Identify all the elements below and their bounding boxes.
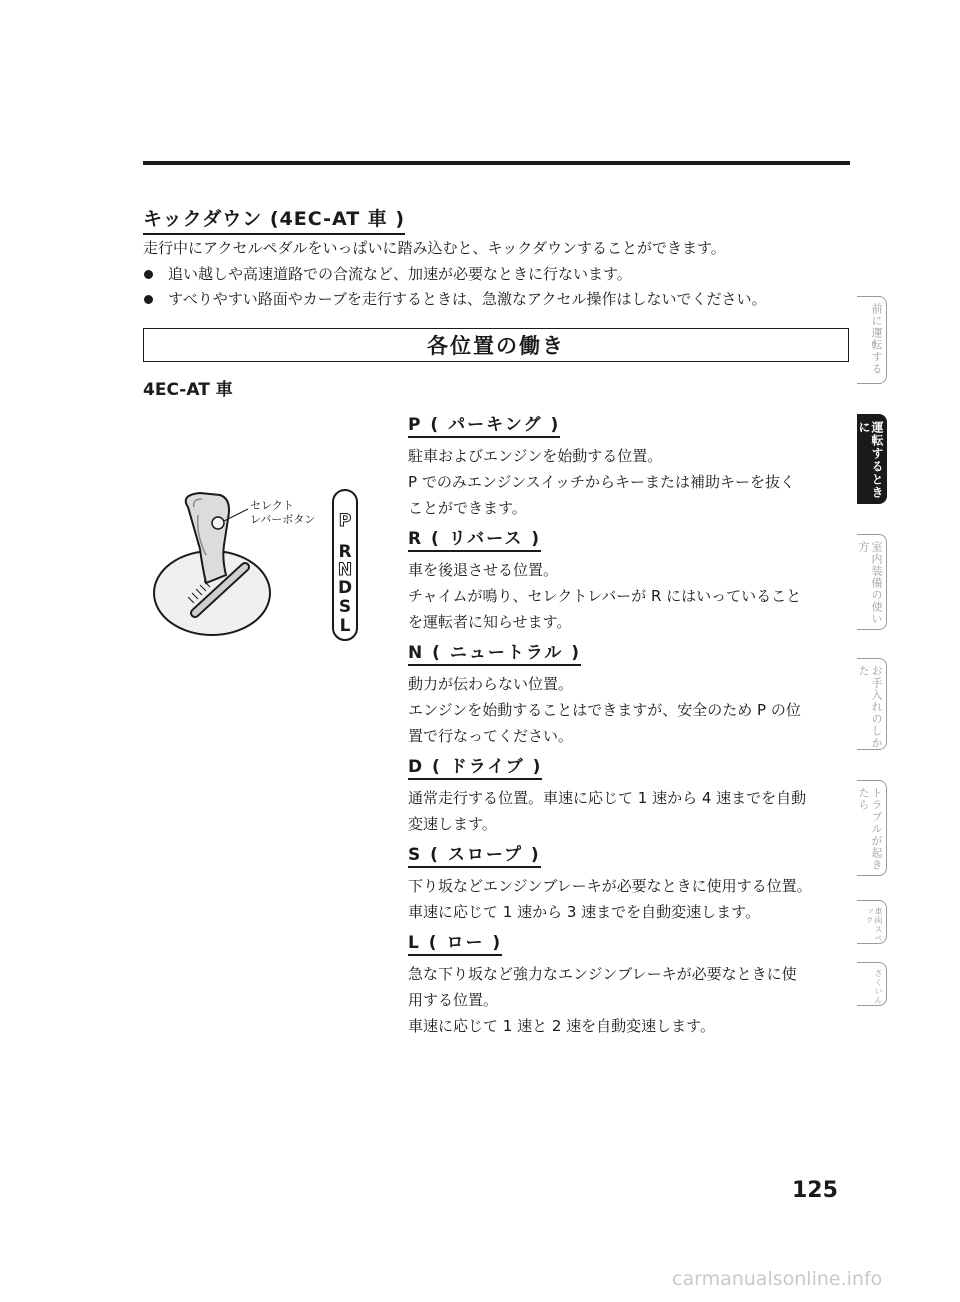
position-text: 通常走行する位置。車速に応じて 1 速から 4 速までを自動 (408, 789, 807, 807)
chapter-tab[interactable] (857, 658, 887, 750)
position-n (408, 638, 853, 749)
position-text: P でのみエンジンスイッチからキーまたは補助キーを抜く (408, 473, 796, 491)
section-title-box (143, 328, 849, 362)
callout-label-line2: レバーボタン (250, 513, 316, 526)
position-l (408, 928, 853, 1039)
gear-letter-r: R (338, 542, 352, 562)
position-text: 変速します。 (408, 815, 497, 833)
position-text: 車を後退させる位置。 (408, 561, 559, 579)
kickdown-bullet-list (143, 262, 767, 312)
position-text: 駐車およびエンジンを始動する位置。 (408, 447, 663, 465)
gear-letter-s: S (338, 597, 352, 617)
position-text: 下り坂などエンジンブレーキが必要なときに使用する位置。 (408, 877, 812, 895)
chapter-tab-label: お手入れのしかた (857, 665, 883, 749)
section-title: 各位置の働き (427, 334, 565, 358)
kickdown-bullet: 追い越しや高速道路での合流など、加速が必要なときに行ないます。 (143, 262, 767, 287)
kickdown-intro: 走行中にアクセルペダルをいっぱいに踏み込むと、キックダウンすることができます。 (143, 239, 726, 257)
select-lever-illustration (150, 485, 365, 645)
position-title: L ( ロー ) (408, 928, 502, 956)
chapter-tab[interactable] (857, 962, 887, 1006)
gear-letter-n: N (337, 560, 353, 580)
position-text: ことができます。 (408, 499, 527, 517)
position-title: D ( ドライブ ) (408, 752, 542, 780)
position-text: 車速に応じて 1 速から 3 速までを自動変速します。 (408, 903, 760, 921)
chapter-tab[interactable] (857, 534, 887, 630)
position-text: チャイムが鳴り、セレクトレバーが R にはいっていること (408, 587, 802, 605)
chapter-tab-active[interactable] (857, 414, 887, 504)
kickdown-bullet: すべりやすい路面やカーブを走行するときは、急激なアクセル操作はしないでください。 (143, 287, 767, 312)
position-s (408, 840, 853, 925)
position-r (408, 524, 853, 635)
model-heading: 4EC-AT 車 (143, 380, 233, 400)
chapter-tab-label: さくいん (874, 969, 883, 1005)
chapter-tab[interactable] (857, 296, 887, 384)
chapter-tab-label: 車両スペック (865, 907, 883, 943)
kickdown-heading: キックダウン (4EC-AT 車 ) (143, 204, 405, 235)
position-descriptions (408, 410, 853, 1042)
position-p (408, 410, 853, 521)
chapter-tab-label: トラブルが起きたら (857, 787, 883, 871)
top-rule (143, 161, 850, 165)
position-title: P ( パーキング ) (408, 410, 560, 438)
position-title: N ( ニュートラル ) (408, 638, 581, 666)
gear-letter-p: P (338, 511, 352, 531)
chapter-tab-label: 前に運転する (870, 303, 883, 375)
chapter-tab[interactable] (857, 900, 887, 944)
position-text: 車速に応じて 1 速と 2 速を自動変速します。 (408, 1017, 715, 1035)
chapter-tab-label: 運転するときに (857, 421, 884, 499)
chapter-tab[interactable] (857, 780, 887, 876)
page-number: 125 (792, 1178, 838, 1203)
position-text: 動力が伝わらない位置。 (408, 675, 574, 693)
callout-label-line1: セレクト (250, 499, 294, 512)
position-text: 置で行なってください。 (408, 727, 574, 745)
position-title: R ( リバース ) (408, 524, 541, 552)
gear-letter-l: L (339, 616, 351, 636)
chapter-tab-label: 室内装備の使い方 (857, 541, 883, 625)
position-text: 急な下り坂など強力なエンジンブレーキが必要なときに使 (408, 965, 797, 983)
position-text: を運転者に知らせます。 (408, 613, 572, 631)
select-lever-button (212, 517, 224, 529)
watermark: carmanualsonline.info (672, 1268, 883, 1290)
position-d (408, 752, 853, 837)
position-title: S ( スロープ ) (408, 840, 541, 868)
position-text: エンジンを始動することはできますが、安全のため P の位 (408, 701, 801, 719)
position-text: 用する位置。 (408, 991, 499, 1009)
gear-letter-d: D (337, 578, 353, 598)
